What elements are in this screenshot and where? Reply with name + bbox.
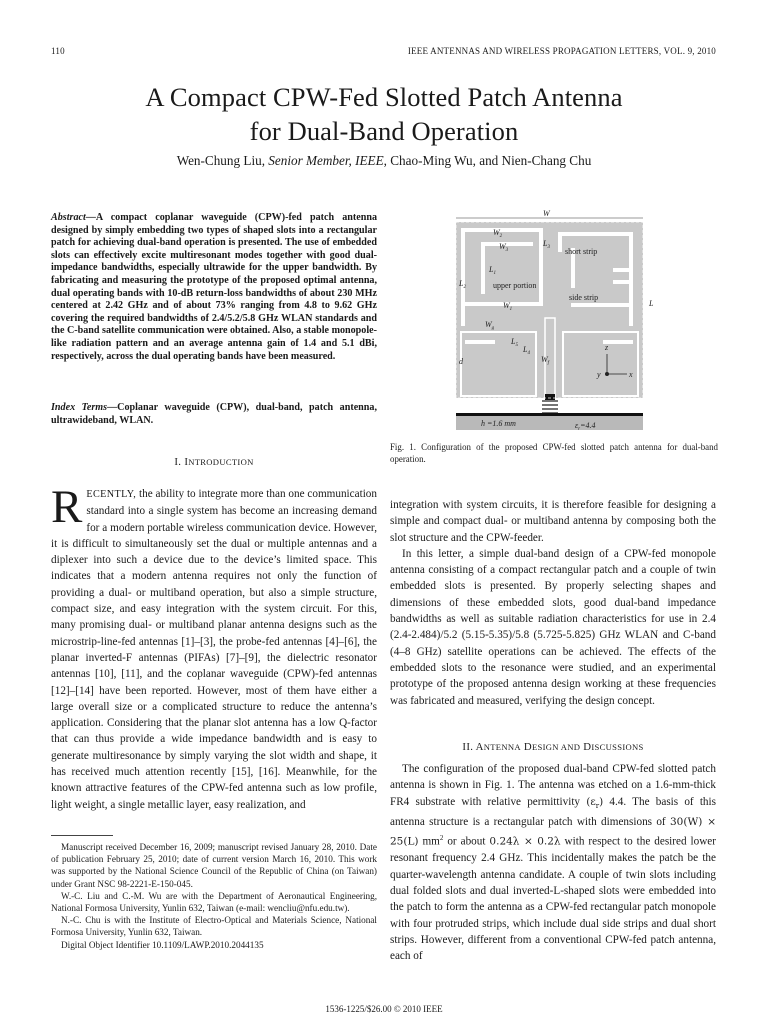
label-w1: $W_1$ <box>503 301 513 312</box>
introduction-paragraph <box>51 481 377 813</box>
heading-initial: D <box>583 741 592 753</box>
heading-initial: A <box>475 741 484 753</box>
heading-rest: NTENNA <box>483 742 521 752</box>
slot-inner-top <box>481 242 533 246</box>
label-permittivity: $\varepsilon_r=4.4$ <box>575 421 596 432</box>
slot-top-right <box>558 232 633 236</box>
label-y: y <box>597 370 601 379</box>
footnotes <box>51 841 377 951</box>
slot-right-short <box>558 232 562 252</box>
copyright-footer: 1536-1225/$26.00 © 2010 IEEE <box>325 1004 443 1014</box>
intro-lead-word: ECENTLY, <box>86 489 137 500</box>
right-column-intro <box>390 497 716 709</box>
footnote-manuscript: Manuscript received December 16, 2009; manuscript revised January 28, 2010. Date of publication February 25, 2010; date of current version March 16, 2010. This work was supported by the National Science Council of the Republic of China (on Taiwan) under Grant NSC 98-2221-E-150-045. <box>51 842 377 889</box>
connector <box>545 394 555 400</box>
page-number: 110 <box>51 46 65 56</box>
section-heading-design <box>390 741 716 753</box>
label-l2: $L_2$ <box>459 279 466 290</box>
section-title-initial: I <box>184 456 189 468</box>
text-run: mm <box>418 836 440 849</box>
author-1: Wen-Chung Liu, <box>176 153 265 168</box>
label-d: d <box>459 357 463 366</box>
label-l4: $L_4$ <box>523 345 530 356</box>
design-text <box>390 761 716 964</box>
text-run: The configuration of the proposed dual-band CPW-fed slotted patch antenna is shown in Fig. 1. The antenna was etched on a 1.6-mm-thick FR4 substrate with relative permittivity <box>390 763 716 808</box>
superscript: 2 <box>439 834 444 843</box>
heading-rest: ESIGN AND <box>531 742 581 752</box>
figure-caption: Fig. 1. Configuration of the proposed CPW-fed slotted patch antenna for dual-band operation. <box>390 442 718 464</box>
label-upper-portion: upper portion <box>493 281 537 290</box>
paragraph-this-letter: In this letter, a simple dual-band design of a CPW-fed monopole antenna consisting of a compact rectangular patch and a couple of twin embedded slots is presented. By properly selecting shapes and dimensions of these embedded slots, good dual-band impedance bandwidths as well as suitable radiation characteristics for use in 2.4 (2.4-2.484)/5.2 (5.15-5.35)/5.8 (5.725-5.825) GHz WLAN and C-band (4–8 GHz) satellite operations can be achieved. The effects of the embedded slots to the resonance were studied, and an experimental prototype of the proposed antenna design working at these frequencies was fabricated and measured, verifying the design concept. <box>390 547 716 707</box>
label-l: L <box>649 299 654 308</box>
label-l3: $L_3$ <box>543 239 550 250</box>
slot-left <box>461 228 465 326</box>
text-run: or about <box>443 836 490 849</box>
label-short-strip: short strip <box>565 247 598 256</box>
section-numeral: II. <box>462 741 476 753</box>
abstract-label: Abstract <box>51 212 86 223</box>
label-z: z <box>605 343 609 352</box>
slot-right <box>629 232 633 326</box>
label-l5: $L_5$ <box>511 337 518 348</box>
slot-bottom-right <box>571 303 629 307</box>
axis-y <box>605 372 609 376</box>
slot-bottom-left <box>461 302 543 306</box>
slot-ground-l <box>465 340 495 344</box>
slot-top-left <box>461 228 543 232</box>
index-terms-label: Index Terms <box>51 402 108 413</box>
slot-inner-left <box>481 242 485 294</box>
journal-header: IEEE ANTENNAS AND WIRELESS PROPAGATION LETTERS, VOL. 9, 2010 <box>407 46 716 56</box>
text-run: 4.4. The basis of this antenna structure is a rectangular patch with dimensions of <box>390 795 716 828</box>
footnote-affiliation-2: N.-C. Chu is with the Institute of Electro-Optical and Materials Science, National Formosa University, Yunlin 632, Taiwan. <box>51 915 377 938</box>
label-w3: $W_3$ <box>499 242 509 253</box>
math-permittivity: $(\varepsilon_r)$ <box>586 795 604 810</box>
section-heading-introduction <box>51 456 377 468</box>
side-view-metal <box>456 413 643 416</box>
paper-title-line-1: A Compact CPW-Fed Slotted Patch Antenna <box>145 82 623 112</box>
abstract-text: —A compact coplanar waveguide (CPW)-fed patch antenna designed by simply embedding two types of shaped slots into a rectangular patch for achieving dual-band operation is presented. The use of embedded slots can effectively excite multiresonant modes together with good dual-impedance bandwidths, especially ultrawide for the upper bandwidth. By fabricating and measuring the prototype of the proposed optimal antenna, dual operating bands with 10-dB return-loss bandwidths of about 230 MHz centered at 2.42 GHz and of about 73% ranging from 4.8 to 9.62 GHz covering the required bandwidths of 2.4/5.2/5.8 GHz WLAN standards and the C-band satellite communication were obtained. Also, a stable monopole-like radiation pattern and an average antenna gain of 1.4 and 5.1 dBi, respectively, across the dual operating bands have been measured. <box>51 212 377 362</box>
footnote-doi: Digital Object Identifier 10.1109/LAWP.2010.2044135 <box>61 939 264 950</box>
intro-text: the ability to integrate more than one communication standard into a single system has become an increasing demand for a modern portable wireless communication device. However, it is difficult to simultaneously set the dual or multiple antennas and a diplexer into such a device due to the device’s limited space. This indicates that a modern antenna requires not only the function of providing a dual- or multiband operation, but also a simple structure, compact size, and easy integration with the system circuit. For this, many promising dual- or multiband planar antenna designs such as the microstrip-line-fed antennas [1]–[3], the probe-fed antennas [4]–[6], the planar inverted-F antennas (PIFAs) [7]–[9], the dielectric resonator antennas [10], [11], and the coplanar waveguide (CPW)-fed antennas [12]–[14] have been reported. However, most of them have either a large overall size or a complicated structure to reduce the antenna’s application. Considering that the planar slot antenna has a low Q-factor that can thus provide a wide impedance bandwidth and is easy to generate multiresonance by simply varying the slot width and shape, it has received much attention recently [15], [16]. Meanwhile, for the known attractive features of the CPW-fed antenna such as low profile, light weight, a single metallic layer, easy realization, and <box>51 488 377 811</box>
label-thickness: h =1.6 mm <box>481 419 516 428</box>
label-w: W <box>543 209 550 218</box>
paper-title-line-2: for Dual-Band Operation <box>249 116 519 146</box>
abstract <box>51 212 377 363</box>
index-terms-text: —Coplanar waveguide (CPW), dual-band, patch antenna, ultrawideband, WLAN. <box>51 402 377 426</box>
heading-initial: D <box>523 741 532 753</box>
label-side-strip: side strip <box>569 293 599 302</box>
label-l1: $L_1$ <box>489 265 496 276</box>
label-wf: $W_f$ <box>541 355 550 366</box>
author-1-membership: Senior Member, IEEE <box>268 153 384 168</box>
strip-gap-1 <box>613 280 629 284</box>
label-wg: $W_g$ <box>485 320 495 331</box>
figure-antenna-configuration <box>453 208 659 444</box>
section-title-rest: NTRODUCTION <box>188 457 254 467</box>
index-terms <box>51 402 377 427</box>
strip-gap-2 <box>613 268 629 272</box>
math-dimensions: 30(W) × 25(L) <box>390 815 716 849</box>
label-w2: $W_2$ <box>493 228 503 239</box>
text-run: with respect to the desired lower resonant frequency 2.4 GHz. This incidentally makes the patch be the quarter-wavelength antenna candidate. A couple of twin slots including dual folded slots and dual inverted-L-shaped slots were embedded into the patch to form the antenna as a CPW-fed rectangular patch monopole with four protruded strips, which include dual side strips and dual short strips. However, different from a conventional CPW-fed patch antenna, each of <box>390 836 716 963</box>
author-list <box>0 153 768 169</box>
other-authors: , Chao-Ming Wu, and Nien-Chang Chu <box>383 153 592 168</box>
section-numeral: I. <box>174 456 185 468</box>
design-paragraph <box>390 761 716 964</box>
footnote-rule <box>51 835 113 836</box>
heading-rest: ISCUSSIONS <box>591 742 644 752</box>
math-wavelength: 0.24λ × 0.2λ <box>489 836 561 849</box>
drop-cap: R <box>51 481 83 533</box>
label-x: x <box>629 370 633 379</box>
footnote-affiliation-1: W.-C. Liu and C.-M. Wu are with the Department of Aeronautical Engineering, National Formosa University, Yunlin 632, Taiwan (e-mail: wencliu@nfu.edu.tw). <box>51 890 377 914</box>
paragraph-integration: integration with system circuits, it is therefore feasible for designing a simple and compact dual- or multiband antenna by composing both the slot structure and the CPW-feeder. <box>390 499 716 544</box>
